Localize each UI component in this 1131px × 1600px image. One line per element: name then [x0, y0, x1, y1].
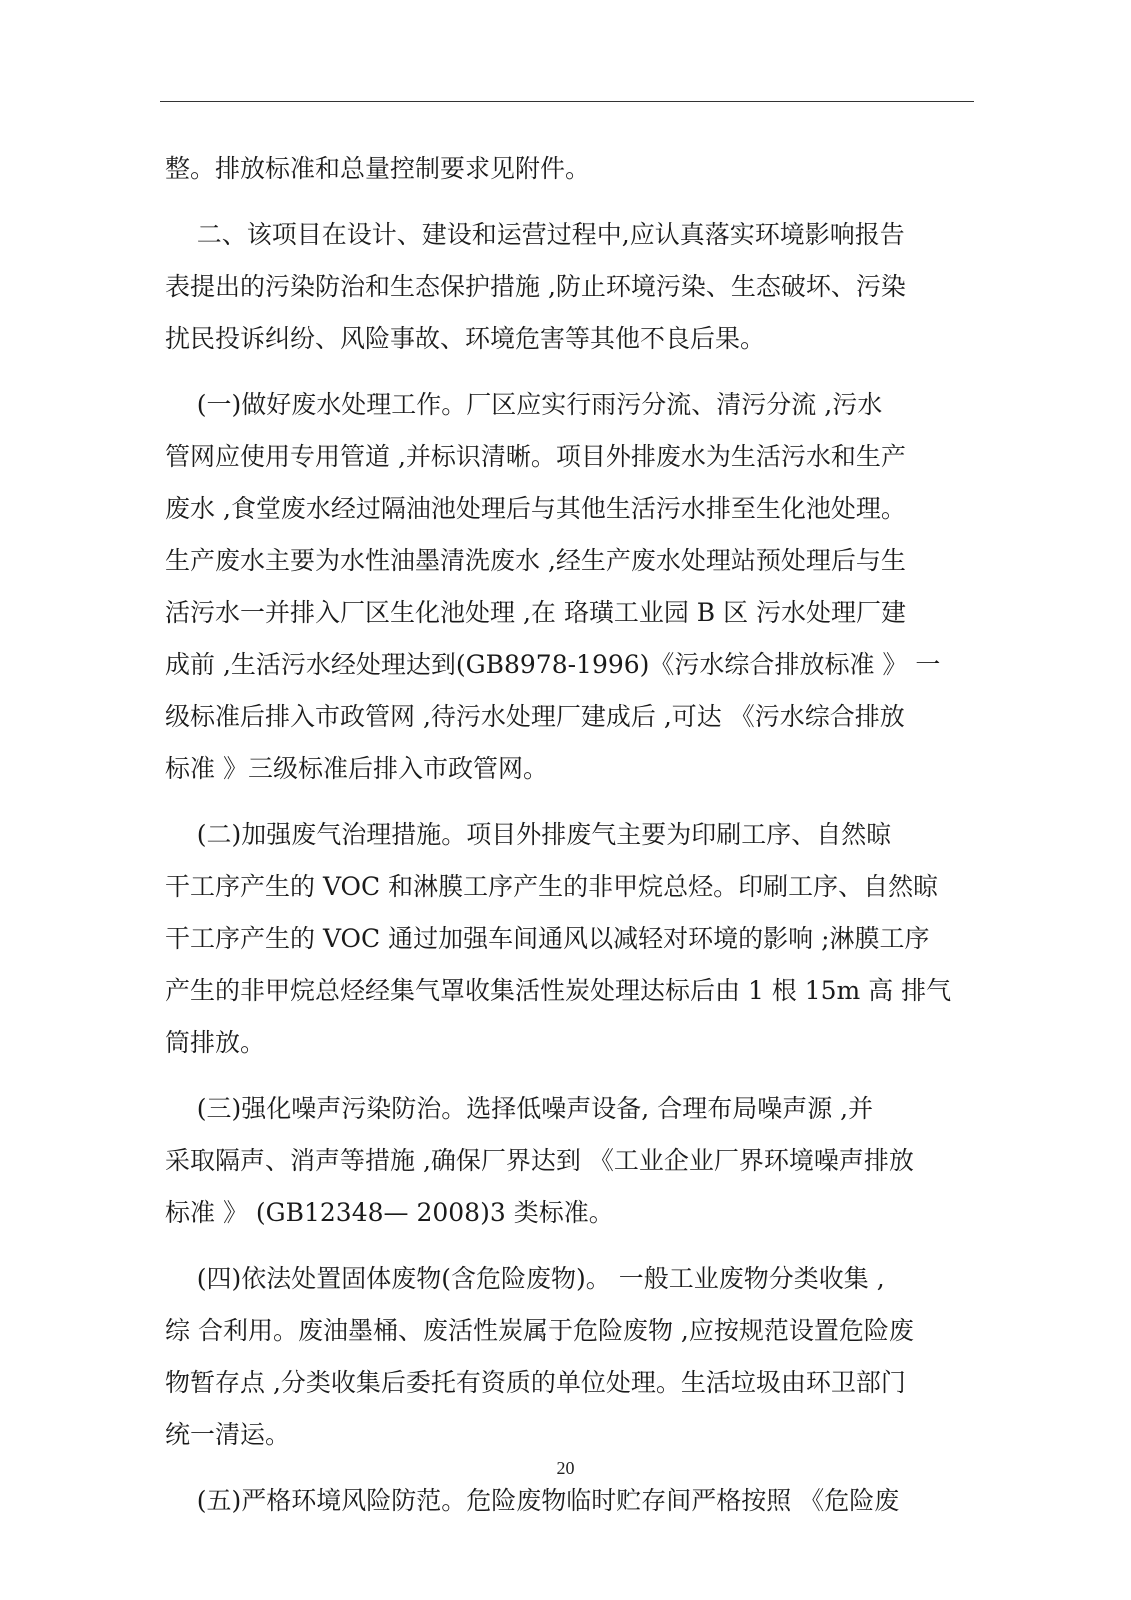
header-rule: [160, 101, 974, 102]
text-line: 成前 ,生活污水经处理达到(GB8978-1996)《污水综合排放标准 》 一: [165, 650, 941, 679]
text-line: 筒排放。: [165, 1028, 266, 1057]
text-line: 废水 ,食堂废水经过隔油池处理后与其他生活污水排至生化池处理。: [165, 494, 906, 523]
text-line: 采取隔声、消声等措施 ,确保厂界达到 《工业企业厂界环境噪声排放: [165, 1146, 914, 1175]
paragraph: [165, 209, 975, 365]
text-line: 生产废水主要为水性油墨清洗废水 ,经生产废水处理站预处理后与生: [165, 546, 906, 575]
text-line: 干工序产生的 VOC 通过加强车间通风以减轻对环境的影响 ;淋膜工序: [165, 924, 930, 953]
text-line: 统一清运。: [165, 1420, 291, 1449]
paragraph-gap: [165, 795, 975, 809]
text-line: 二、该项目在设计、建设和运营过程中,应认真落实环境影响报告: [165, 220, 905, 249]
paragraph: [165, 1083, 975, 1239]
text-line: 表提出的污染防治和生态保护措施 ,防止环境污染、生态破坏、污染: [165, 272, 906, 301]
text-line: (四)依法处置固体废物(含危险废物)。 一般工业废物分类收集 ,: [165, 1264, 885, 1293]
text-line: (一)做好废水处理工作。厂区应实行雨污分流、清污分流 ,污水: [165, 390, 883, 419]
text-line: 扰民投诉纠纷、风险事故、环境危害等其他不良后果。: [165, 324, 766, 353]
text-line: 标准 》 (GB12348— 2008)3 类标准。: [165, 1198, 614, 1227]
paragraph-gap: [165, 195, 975, 209]
text-line: 整。排放标准和总量控制要求见附件。: [165, 154, 591, 183]
text-line: 标准 》三级标准后排入市政管网。: [165, 754, 548, 783]
text-line: 综 合利用。废油墨桶、废活性炭属于危险废物 ,应按规范设置危险废: [165, 1316, 914, 1345]
text-line: 干工序产生的 VOC 和淋膜工序产生的非甲烷总烃。印刷工序、自然晾: [165, 872, 939, 901]
text-line: 物暂存点 ,分类收集后委托有资质的单位处理。生活垃圾由环卫部门: [165, 1368, 906, 1397]
body-text: [165, 143, 975, 1527]
paragraph: [165, 809, 975, 1069]
text-line: (二)加强废气治理措施。项目外排废气主要为印刷工序、自然晾: [165, 820, 892, 849]
text-line: 产生的非甲烷总烃经集气罩收集活性炭处理达标后由 1 根 15m 高 排气: [165, 976, 952, 1005]
text-line: (三)强化噪声污染防治。选择低噪声设备, 合理布局噪声源 ,并: [165, 1094, 874, 1123]
paragraph-gap: [165, 1069, 975, 1083]
page-number: 20: [556, 1458, 575, 1478]
text-line: 管网应使用专用管道 ,并标识清晰。项目外排废水为生活污水和生产: [165, 442, 906, 471]
paragraph: [165, 1475, 975, 1527]
paragraph: [165, 379, 975, 795]
text-line: 级标准后排入市政管网 ,待污水处理厂建成后 ,可达 《污水综合排放: [165, 702, 905, 731]
paragraph-gap: [165, 365, 975, 379]
paragraph: [165, 1253, 975, 1461]
paragraph: [165, 143, 975, 195]
paragraph-gap: [165, 1239, 975, 1253]
text-line: (五)严格环境风险防范。危险废物临时贮存间严格按照 《危险废: [165, 1486, 900, 1515]
text-line: 活污水一并排入厂区生化池处理 ,在 珞璜工业园 B 区 污水处理厂建: [165, 598, 907, 627]
